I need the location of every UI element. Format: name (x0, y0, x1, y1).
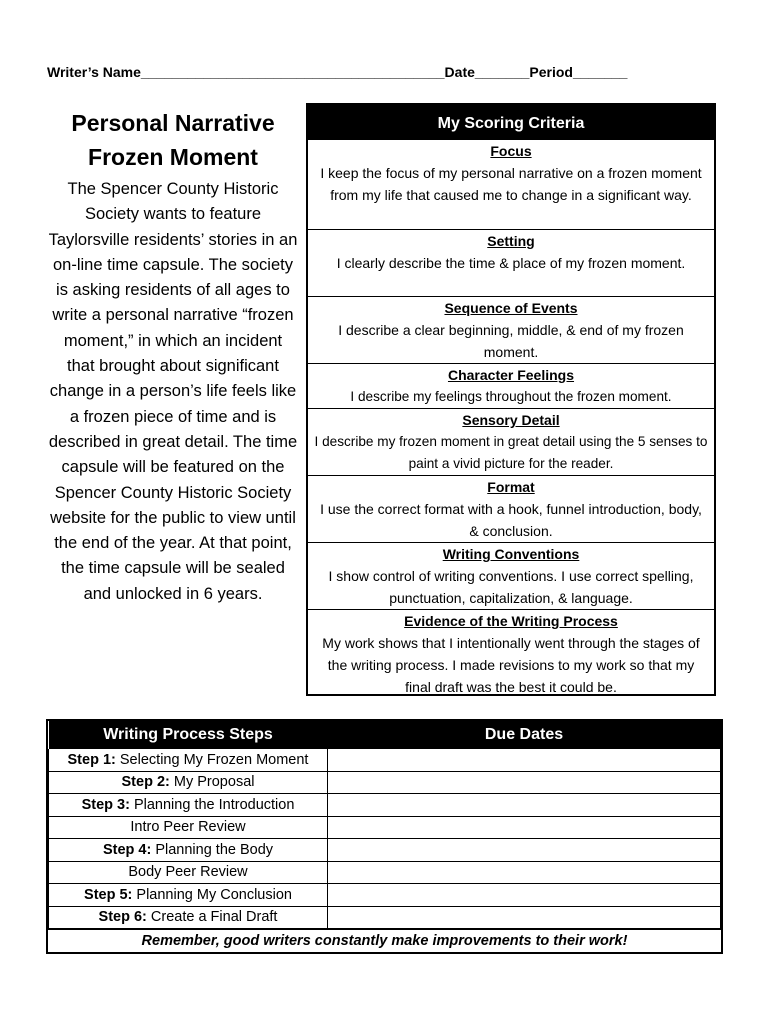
table-row (49, 861, 721, 884)
step-label: Step 2: (121, 774, 170, 791)
criterion-setting (308, 229, 714, 296)
title-line-2: Frozen Moment (88, 144, 258, 170)
step-label: Step 6: (98, 909, 147, 926)
criterion-name: Sensory Detail (462, 412, 560, 428)
due-date-field[interactable] (328, 816, 721, 839)
criterion-name: Sequence of Events (444, 300, 578, 316)
criterion-sequence-of-events (308, 296, 714, 363)
scoring-criteria-header: My Scoring Criteria (308, 105, 714, 139)
step-cell (49, 816, 328, 839)
step-text: Create a Final Draft (146, 909, 278, 926)
table-row (49, 771, 721, 794)
due-date-field[interactable] (328, 771, 721, 794)
due-date-field[interactable] (328, 794, 721, 817)
step-label: Step 5: (84, 886, 133, 903)
due-dates-column-header: Due Dates (328, 721, 721, 749)
table-row (49, 906, 721, 929)
step-cell (49, 861, 328, 884)
step-cell (49, 771, 328, 794)
step-text: Planning My Conclusion (132, 886, 292, 903)
criterion-description: My work shows that I intentionally went through the stages of the writing process. I made revisions to my work so that my final draft was the best it could be. (322, 635, 700, 695)
step-cell (49, 884, 328, 907)
page-title (48, 106, 298, 174)
criterion-name: Focus (490, 143, 532, 159)
due-date-field[interactable] (328, 839, 721, 862)
due-date-field[interactable] (328, 884, 721, 907)
criterion-name: Setting (487, 233, 535, 249)
criterion-character-feelings (308, 363, 714, 408)
step-label: Step 4: (102, 841, 152, 858)
table-row (49, 816, 721, 839)
scoring-criteria-table (306, 103, 716, 696)
steps-column-header: Writing Process Steps (49, 721, 328, 749)
criterion-description: I keep the focus of my personal narrative on a frozen moment from my life that caused me to change in a significant way. (320, 165, 702, 203)
criterion-description: I describe a clear beginning, middle, & end of my frozen moment. (338, 322, 684, 360)
criterion-name: Format (487, 479, 535, 495)
title-line-1: Personal Narrative (71, 110, 275, 136)
criterion-evidence-of-writing-process (308, 609, 714, 695)
step-text: Planning the Body (151, 841, 274, 858)
step-text: My Proposal (169, 774, 255, 791)
table-row (49, 884, 721, 907)
step-text: Selecting My Frozen Moment (115, 751, 309, 768)
criterion-description: I describe my feelings throughout the frozen moment. (350, 389, 672, 404)
criterion-format (308, 475, 714, 542)
step-text: Body Peer Review (128, 864, 248, 881)
due-date-field[interactable] (328, 861, 721, 884)
due-date-field[interactable] (328, 906, 721, 929)
step-cell (49, 839, 328, 862)
criterion-name: Evidence of the Writing Process (404, 613, 618, 629)
criterion-name: Character Feelings (447, 367, 575, 383)
step-cell (49, 749, 328, 771)
criterion-name: Writing Conventions (442, 546, 580, 562)
table-row (49, 839, 721, 862)
criterion-sensory-detail (308, 408, 714, 475)
criterion-writing-conventions (308, 542, 714, 609)
criterion-focus (308, 139, 714, 229)
step-cell (49, 906, 328, 929)
intro-section (48, 106, 298, 607)
step-label: Step 1: (67, 751, 116, 768)
name-date-period-line: Writer’s Name_______________________________________Date_______Period_______ (47, 64, 628, 80)
criterion-description: I use the correct format with a hook, funnel introduction, body, & conclusion. (320, 501, 702, 539)
intro-paragraph: The Spencer County Historic Society wants to feature Taylorsville residents’ stories in an on-line time capsule. The society is asking residents of all ages to write a personal narrative “frozen moment,” in which an incident that brought about significant change in a person’s life feels like a frozen piece of time and is described in great detail. The time capsule will be featured on the Spencer County Historic Society website for the public to view until the end of the year. At that point, the time capsule will be sealed and unlocked in 6 years. (48, 180, 298, 603)
criterion-description: I describe my frozen moment in great detail using the 5 senses to paint a vivid picture for the reader. (314, 434, 708, 471)
step-text: Intro Peer Review (130, 819, 246, 836)
due-date-field[interactable] (328, 749, 721, 771)
step-text: Planning the Introduction (129, 796, 295, 813)
step-label: Step 3: (81, 796, 130, 813)
table-row (49, 794, 721, 817)
writing-process-steps-table (46, 719, 723, 954)
table-row (49, 749, 721, 771)
criterion-description: I show control of writing conventions. I use correct spelling, punctuation, capitalization, & language. (328, 568, 694, 606)
reminder-note: Remember, good writers constantly make improvements to their work! (48, 929, 721, 952)
criterion-description: I clearly describe the time & place of my frozen moment. (336, 255, 686, 271)
step-cell (49, 794, 328, 817)
